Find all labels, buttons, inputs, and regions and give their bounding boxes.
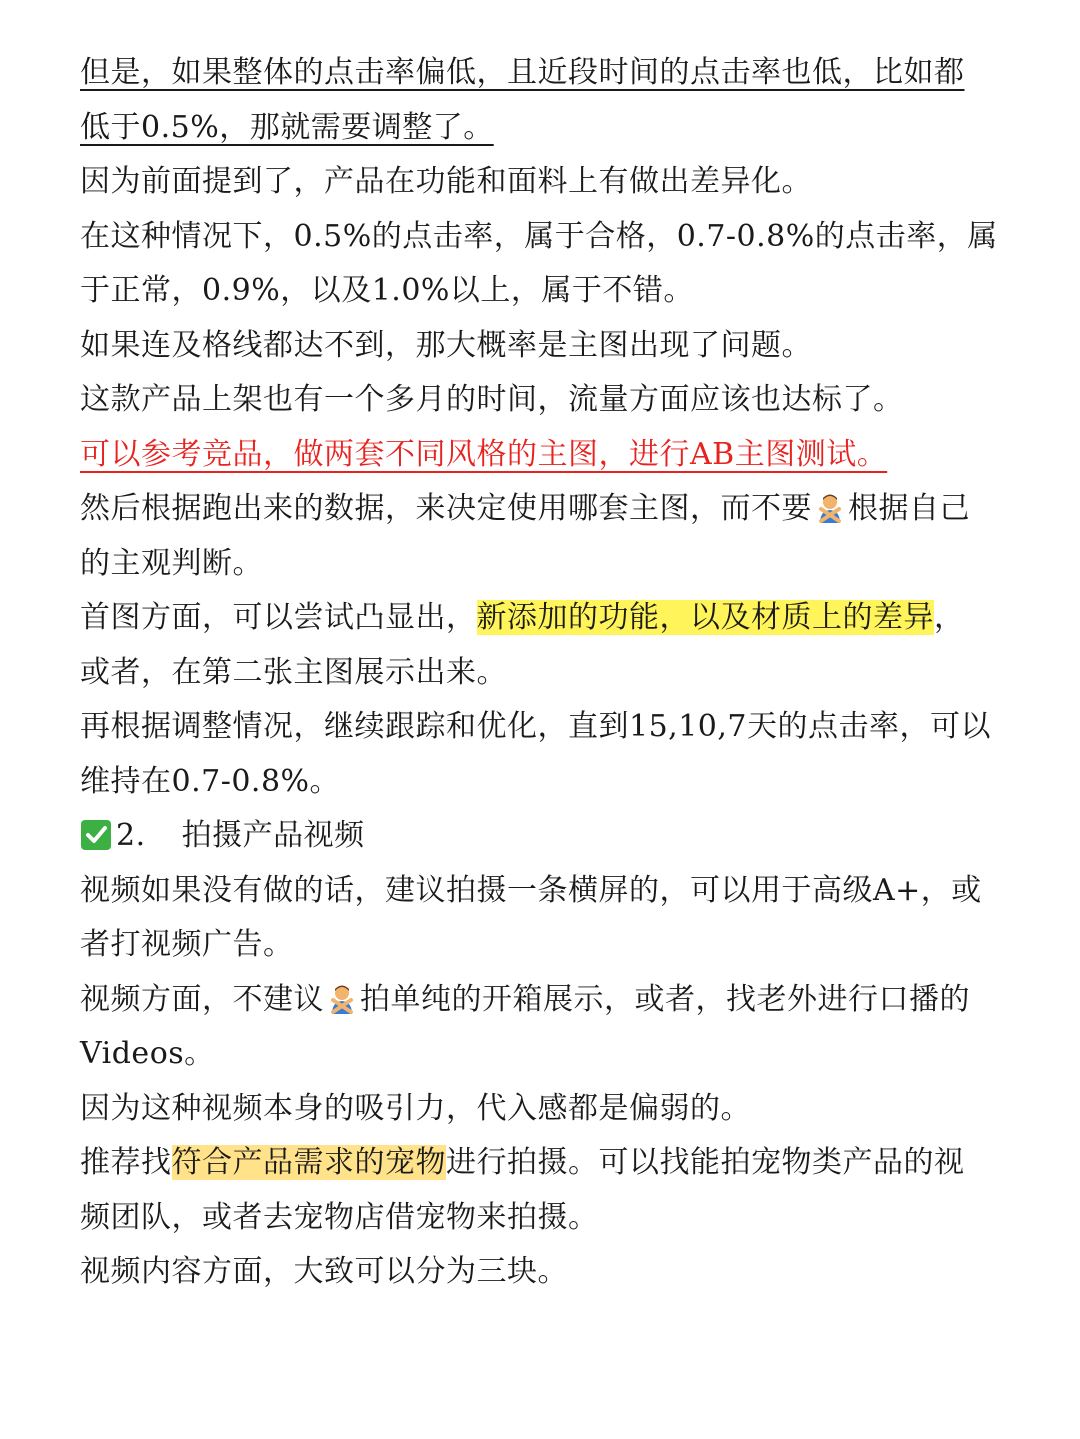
check-mark-button-icon (80, 819, 112, 851)
text-segment: 然后根据跑出来的数据，来决定使用哪套主图，而不要 (80, 491, 812, 526)
paragraph-line: 如果连及格线都达不到，那大概率是主图出现了问题。 (80, 327, 812, 363)
text-segment: 推荐找 (80, 1145, 172, 1180)
paragraph-line: 在这种情况下，0.5%的点击率，属于合格，0.7-0.8%的点击率，属 (80, 218, 998, 254)
text-segment: 拍单纯的开箱展示，或者，找老外进行口播的 (360, 981, 970, 1017)
underlined-text: 但是，如果整体的点击率偏低，且近段时间的点击率也低，比如都 (80, 55, 965, 90)
paragraph-line: 于正常，0.9%，以及1.0%以上，属于不错。 (80, 273, 694, 308)
section-heading (80, 809, 1010, 864)
paragraph-line: 者打视频广告。 (80, 927, 294, 962)
paragraph-line (80, 591, 1010, 646)
person-gesturing-no-icon (814, 492, 846, 524)
paragraph-line (80, 482, 1010, 537)
text-segment: 视频方面，不建议 (80, 981, 324, 1017)
paragraph-line: 这款产品上架也有一个多月的时间，流量方面应该也达标了。 (80, 382, 904, 417)
article-body (80, 46, 1010, 1300)
paragraph-line: 再根据调整情况，继续跟踪和优化，直到15,10,7天的点击率，可以 (80, 709, 992, 744)
text-segment: 进行拍摄。可以找能拍宠物类产品的视 (446, 1145, 965, 1180)
paragraph-line (80, 101, 1010, 156)
red-underlined-text: 可以参考竞品，做两套不同风格的主图，进行AB主图测试。 (80, 436, 888, 472)
highlighted-text: 符合产品需求的宠物 (171, 1145, 446, 1180)
paragraph-line (80, 973, 1010, 1028)
highlighted-text: 新添加的功能，以及材质上的差异 (476, 600, 934, 635)
paragraph-line: 因为这种视频本身的吸引力，代入感都是偏弱的。 (80, 1090, 751, 1126)
text-segment: ， (934, 600, 965, 635)
paragraph-line: 的主观判断。 (80, 545, 263, 581)
paragraph-line (80, 428, 1010, 483)
section-number: 2. (116, 818, 146, 853)
paragraph-line: 因为前面提到了，产品在功能和面料上有做出差异化。 (80, 164, 812, 199)
paragraph-line: Videos。 (80, 1036, 215, 1071)
paragraph-line: 维持在0.7-0.8%。 (80, 763, 341, 799)
paragraph-line (80, 1136, 1010, 1191)
underlined-text: 低于0.5%，那就需要调整了。 (80, 109, 494, 145)
text-segment: 根据自己 (848, 491, 970, 526)
paragraph-line: 频团队，或者去宠物店借宠物来拍摄。 (80, 1199, 599, 1235)
paragraph-line: 视频内容方面，大致可以分为三块。 (80, 1254, 568, 1289)
paragraph-line: 视频如果没有做的话，建议拍摄一条横屏的，可以用于高级A+，或 (80, 872, 982, 908)
paragraph-line (80, 46, 1010, 101)
text-segment: 首图方面，可以尝试凸显出， (80, 600, 477, 635)
paragraph-line: 或者，在第二张主图展示出来。 (80, 654, 507, 690)
person-gesturing-no-icon (326, 983, 358, 1015)
section-title: 拍摄产品视频 (181, 818, 365, 853)
